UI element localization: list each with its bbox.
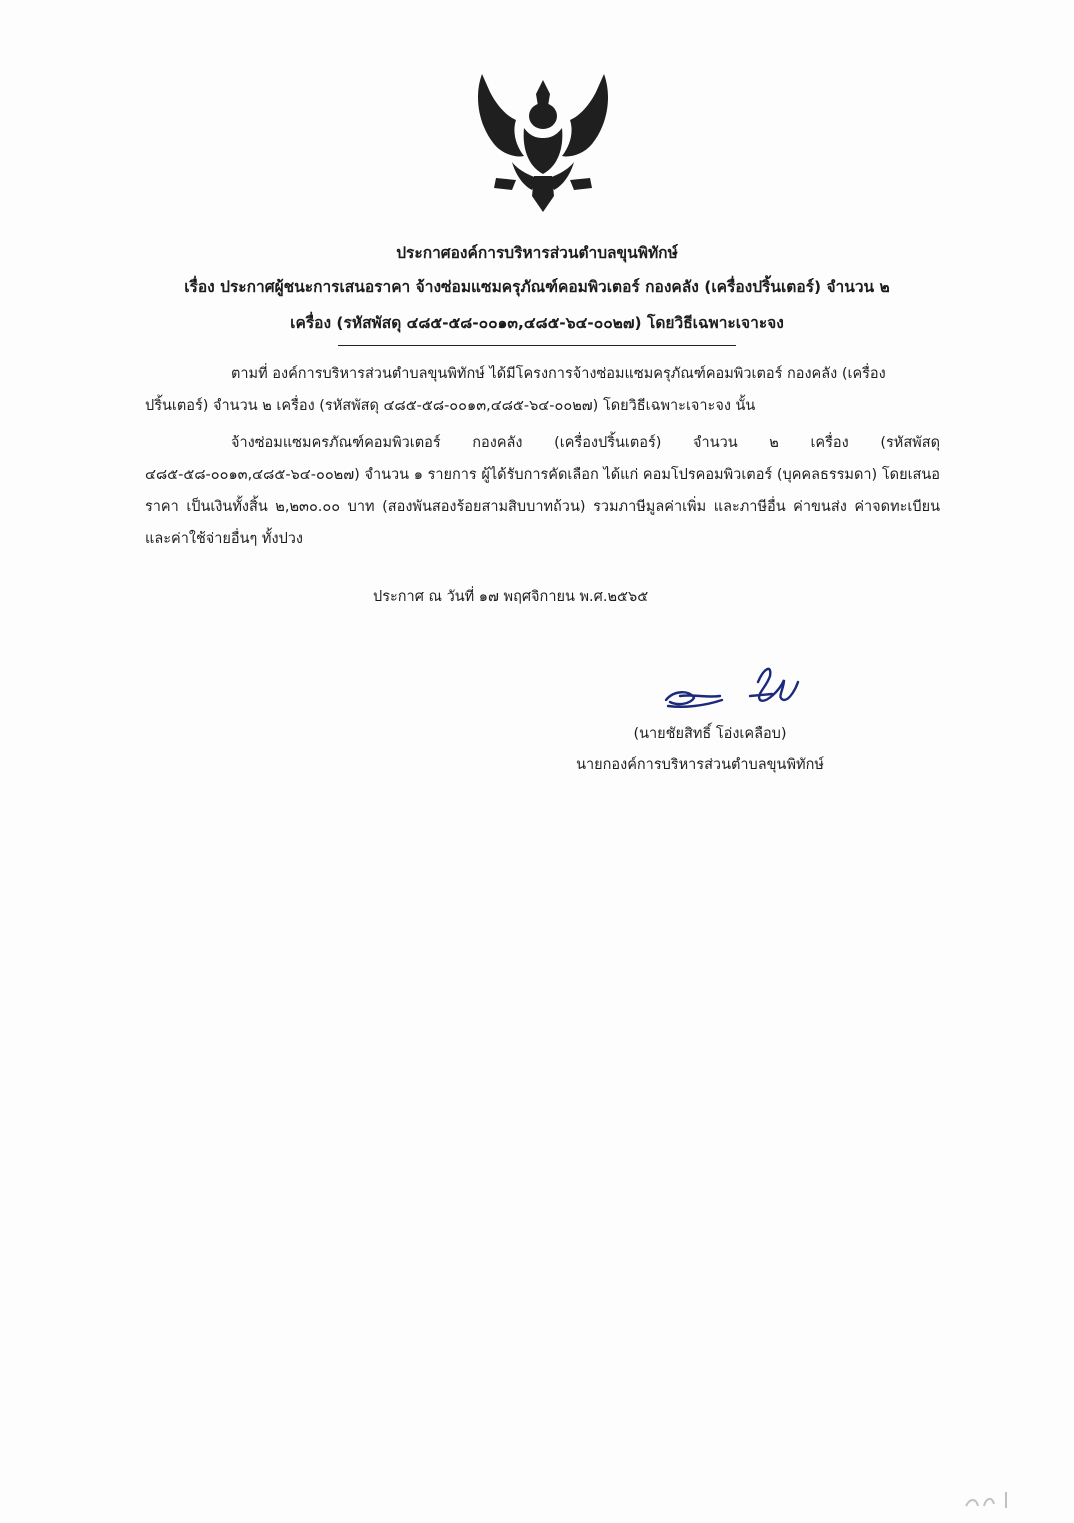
announcement-date: ประกาศ ณ วันที่ ๑๗ พฤศจิกายน พ.ศ.๒๕๖๕ xyxy=(373,589,649,605)
faint-page-mark-icon xyxy=(962,1488,1022,1512)
paragraph-2-text: จ้างซ่อมแซมครภัณฑ์คอมพิวเตอร์ กองคลัง (เครื่องปริ้นเตอร์) จำนวน ๒ เครื่อง (รหัสพัสดุ ๔๘๕-๕๘-๐๐๑๓,๔๘๕-๖๔-๐๐๒๗) จำนวน ๑ รายการ ผู้ได้รับการคัดเลือก ได้แก่ คอมโปรคอมพิวเตอร์ (บุคคลธรรมดา) โดยเสนอราคา เป็นเงินทั้งสิ้น ๒,๒๓๐.๐๐ บาท (สองพันสองร้อยสามสิบบาทถ้วน) รวมภาษีมูลค่าเพิ่ม และภาษีอื่น ค่าขนส่ง ค่าจดทะเบียน และค่าใช้จ่ายอื่นๆ ทั้งปวง xyxy=(145,435,940,547)
heading-divider xyxy=(338,345,736,346)
subject-line: เรื่อง ประกาศผู้ชนะการเสนอราคา จ้างซ่อมแซมครุภัณฑ์คอมพิวเตอร์ กองคลัง (เครื่องปริ้นเตอร์) จำนวน ๒ xyxy=(184,278,890,296)
signature-icon xyxy=(660,660,810,720)
subject-line-continued: เครื่อง (รหัสพัสดุ ๔๘๕-๕๘-๐๐๑๓,๔๘๕-๖๔-๐๐๒๗) โดยวิธีเฉพาะเจาะจง xyxy=(290,314,784,332)
signatory-name: (นายชัยสิทธิ์ โอ่งเคลือบ) xyxy=(633,726,787,742)
signatory-position: นายกองค์การบริหารส่วนตำบลขุนพิทักษ์ xyxy=(576,757,824,773)
announcement-heading: ประกาศองค์การบริหารส่วนตำบลขุนพิทักษ์ xyxy=(396,244,678,262)
paragraph-1-text: ตามที่ องค์การบริหารส่วนตำบลขุนพิทักษ์ ได้มีโครงการจ้างซ่อมแซมครุภัณฑ์คอมพิวเตอร์ กองคลัง (เครื่องปริ้นเตอร์) จำนวน ๒ เครื่อง (รหัสพัสดุ ๔๘๕-๕๘-๐๐๑๓,๔๘๕-๖๔-๐๐๒๗) โดยวิธีเฉพาะเจาะจง นั้น xyxy=(145,366,886,414)
garuda-emblem-icon xyxy=(472,66,614,214)
body-paragraph-1 xyxy=(145,358,940,422)
body-paragraph-2 xyxy=(145,427,940,555)
